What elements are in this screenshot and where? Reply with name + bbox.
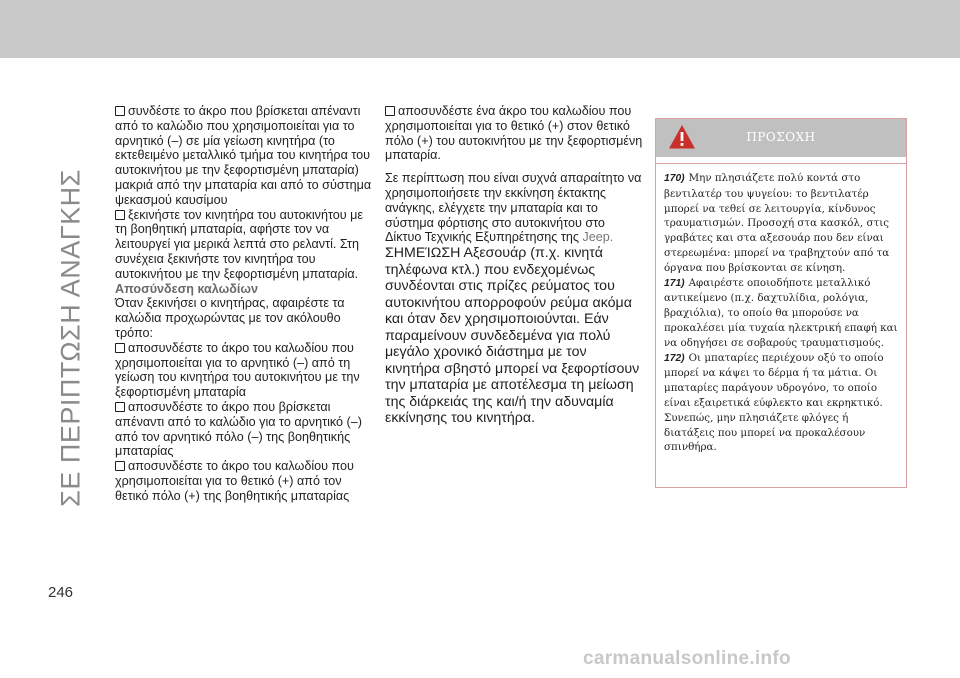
warning-item-172: 172) Οι μπαταρίες περιέχουν οξύ το οποίο μπορεί να κάψει το δέρμα ή τα μάτια. Οι μπαταρίες παράγουν υδρογόνο, το οποίο είναι εξαιρετικά εύφλεκτο και εκρηκτικό. Συνεπώς, μην πλησιάζετε φλόγες ή διατάξεις που μπορεί να προκαλέσουν σπινθήρα. [664,351,884,454]
top-band [0,0,960,58]
paragraph-frequent-start: Σε περίπτωση που είναι συχνά απαραίτητο να χρησιμοποιήσετε την εκκίνηση έκτακτης ανάγκης, ελέγχετε την μπαταρία και το σύστημα φόρτισης στο αυτοκινήτου στο Δίκτυο Τεχνικής Εξυπηρέτησης της Jeep. [385,171,642,245]
text-column-middle [385,104,643,427]
warning-body [656,164,906,455]
checkbox-bullet-icon [115,461,125,471]
step-4: αποσυνδέστε ένα άκρο του καλωδίου που χρησιμοποιείται για το θετικό (+) στον θετικό πόλο (+) του αυτοκινήτου με την ξεφορτισμένη μπαταρία. [385,104,643,163]
checkbox-bullet-icon [115,343,125,353]
checkbox-bullet-icon [385,106,395,116]
checkbox-bullet-icon [115,106,125,116]
instruction-connect-ground: συνδέστε το άκρο που βρίσκεται απέναντι από το καλώδιο που χρησιμοποιείται για το αρνητικό (–) σε μία γείωση κινητήρα (το εκτεθειμένο μεταλλικό τμήμα του κινητήρα του αυτοκινήτου με την ξεφορτισμένη μπαταρία) μακριά από την μπαταρία και από το σύστημα ψεκασμού καυσίμου [115,104,372,207]
note-accessories: ΣΗΜΕΊΩΣΗ Αξεσουάρ (π.χ. κινητά τηλέφωνα κτλ.) που ενδεχομένως συνδέονται στις πρίζες ρεύματος του αυτοκινήτου απορροφούν ρεύμα ακόμα και όταν δεν χρησιμοποιούνται. Εάν παραμείνουν συνδεδεμένα για πολύ μεγάλο χρονικό διάστημα με τον κινητήρα σβηστό μπορεί να ξεφορτίσουν την μπαταρία με αποτέλεσμα τη μείωση της διάρκειάς της και/ή την αδυναμία εκκίνησης του κινητήρα. [385,245,640,427]
instruction-start-engine: ξεκινήστε τον κινητήρα του αυτοκινήτου με τη βοηθητική μπαταρία, αφήστε τον να λειτουργεί για μερικά λεπτά στο ρελαντί. Στη συνέχεια ξεκινήστε τον κινητήρα του αυτοκινήτου με την ξεφορτισμένη μπαταρία. [115,207,364,281]
section-tab [48,58,94,598]
step-2: αποσυνδέστε το άκρο που βρίσκεται απέναντι από το καλώδιο για το αρνητικό (–) από τον αρνητικό πόλο (–) της βοηθητικής μπαταρίας [115,399,362,459]
warning-title: ΠΡΟΣΟΧΗ [746,130,816,144]
warning-item-170: 170) Μην πλησιάζετε πολύ κοντά στο βεντιλατέρ του ψυγείου: το βεντιλατέρ μπορεί να τεθεί σε λειτουργία, κίνδυνος τραυματισμών. Προσοχή στα κασκόλ, στις γραβάτες και στα αξεσουάρ που δεν είναι στερεωμένα: μπορεί να τραβηχτούν από τα όργανα που βρίσκονται σε κίνηση. [664,172,890,274]
paragraph-disconnect-intro: Όταν ξεκινήσει ο κινητήρας, αφαιρέστε τα καλώδια προχωρώντας με τον ακόλουθο τρόπο: [115,296,345,340]
step-1: αποσυνδέστε το άκρο του καλωδίου που χρησιμοποιείται για το αρνητικό (–) από τη γείωση του κινητήρα του αυτοκινήτου με την ξεφορτισμένη μπαταρία [115,340,360,400]
warning-item-171: 171) Αφαιρέστε οποιοδήποτε μεταλλικό αντικείμενο (π.χ. δαχτυλίδια, ρολόγια, βραχιόλια), το οποίο θα μπορούσε να προκαλέσει μία τυχαία ηλεκτρική επαφή και να οδηγήσει σε σοβαρούς τραυματισμούς. [664,276,898,349]
heading-disconnect-cables: Αποσύνδεση καλωδίων [115,281,259,296]
step-3: αποσυνδέστε το άκρο του καλωδίου που χρησιμοποιείται για το θετικό (+) από τον θετικό πόλο (+) της βοηθητικής μπαταρίας [115,459,354,503]
page-number: 246 [48,584,74,601]
checkbox-bullet-icon [115,402,125,412]
checkbox-bullet-icon [115,210,125,220]
text-column-left [115,104,373,504]
warning-box [655,118,907,488]
brand-name: Jeep. [582,230,614,245]
warning-header [656,119,906,157]
section-title: ΣΕ ΠΕΡΙΠΤΩΣΗ ΑΝΑΓΚΗΣ [55,169,86,507]
watermark: carmanualsonline.info [583,648,791,669]
